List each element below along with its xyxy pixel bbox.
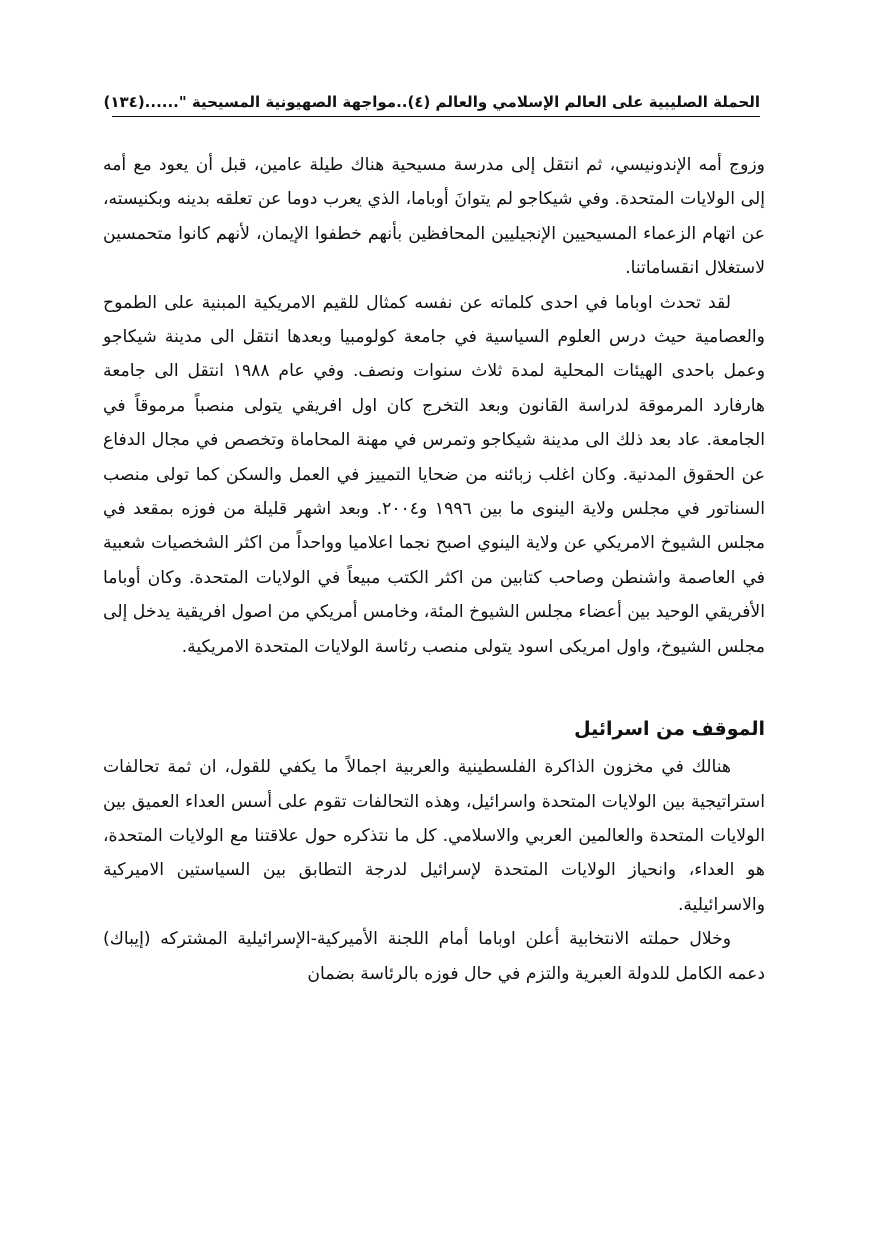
section-heading: الموقف من اسرائيل <box>574 718 765 741</box>
paragraph-3: هنالك في مخزون الذاكرة الفلسطينية والعربية اجمالاً ما يكفي للقول، ان ثمة تحالفات استراتيجية بين الولايات المتحدة واسرائيل، وهذه التحالفات تقوم على أسس العداء العميق بين الولايات المتحدة والعالمين العربي والاسلامي. كل ما نتذكره حول علاقتنا مع الولايات المتحدة، هو العداء، وانحياز الولايات المتحدة لإسرائيل لدرجة التطابق بين السياستين الاميركية والاسرائيلية. <box>103 757 765 915</box>
paragraph-4: وخلال حملته الانتخابية أعلن اوباما أمام اللجنة الأميركية-الإسرائيلية المشتركه (إيباك) دعمه الكامل للدولة العبرية والتزم في حال فوزه بالرئاسة بضمان <box>103 929 765 984</box>
page-number: (١٣٤) <box>103 93 145 111</box>
paragraph-1: وزوج أمه الإندونيسي، ثم انتقل إلى مدرسة مسيحية هناك طيلة عامين، قبل أن يعود مع أمه إلى الولايات المتحدة. وفي شيكاجو لم يتوانَ أوباما، الذي يعرب دوما عن تعلقه بدينه وبكنيسته، عن اتهام الزعماء المسيحيين الإنجيليين المحافظين بأنهم خطفوا الإيمان، لأنهم كانوا متحمسين لاستغلال انقساماتنا. <box>103 155 765 279</box>
body-text <box>103 148 765 991</box>
header-title: الحملة الصليبية على العالم الإسلامي والعالم (٤)..مواجهة الصهيونية المسيحية "...... <box>144 93 760 111</box>
paragraph-2: لقد تحدث اوباما في احدى كلماته عن نفسه كمثال للقيم الامريكية المبنية على الطموح والعصامية حيث درس العلوم السياسية في جامعة كولومبيا وبعدها انتقل الى مدينة شيكاجو وعمل باحدى الهيئات المحلية لمدة ثلاث سنوات ونصف. وفي عام ١٩٨٨ انتقل الى جامعة هارفارد المرموقة لدراسة القانون وبعد التخرج كان اول افريقي يتولى منصباً مرموقاً في الجامعة. عاد بعد ذلك الى مدينة شيكاجو وتمرس في مهنة المحاماة وتخصص في مجال الدفاع عن الحقوق المدنية. وكان اغلب زبائنه من ضحايا التمييز في العمل والسكن كما تولى منصب السناتور في مجلس ولاية الينوى ما بين ١٩٩٦ و٢٠٠٤. وبعد اشهر قليلة من فوزه بمقعد في مجلس الشيوخ الامريكي عن ولاية الينوي اصبح نجما اعلاميا وواحداً من اكثر الشخصيات شعبية في العاصمة واشنطن وصاحب كتابين من اكثر الكتب مبيعاً في الولايات المتحدة. وكان أوباما الأفريقي الوحيد بين أعضاء مجلس الشيوخ المئة، وخامس أمريكي من اصول افريقية يدخل إلى مجلس الشيوخ، واول امريكى اسود يتولى منصب رئاسة الولايات المتحدة الامريكية. <box>103 292 765 657</box>
running-header <box>103 88 760 117</box>
